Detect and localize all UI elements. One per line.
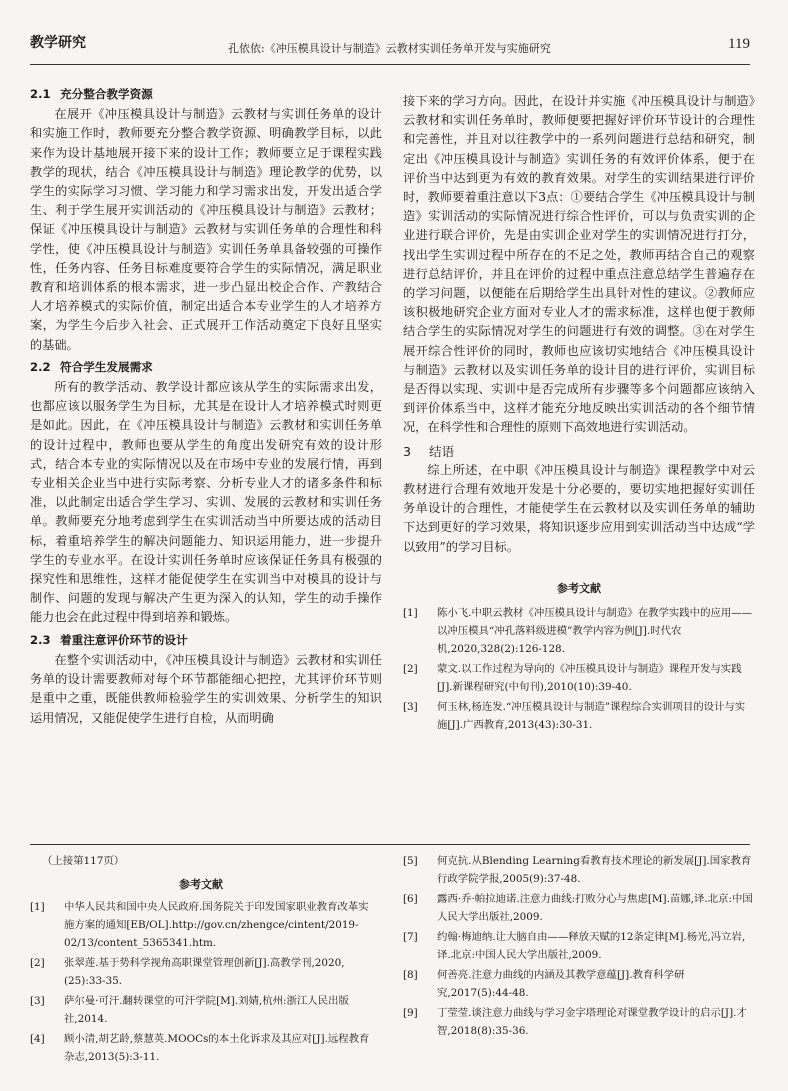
page-header: [30, 30, 750, 60]
page-number: 119: [728, 36, 750, 52]
bottom-right-column: [403, 852, 755, 1042]
reference-text: 萨尔曼·可汗.翻转课堂的可汗学院[M].刘婧,杭州:浙江人民出版社,2014.: [64, 995, 349, 1025]
reference-number: [8]: [403, 969, 418, 981]
reference-item: [403, 852, 755, 888]
reference-text: 陈小飞.中职云教材《冲压模具设计与制造》在教学实践中的应用——以冲压模具“冲孔落料级进模”教学内容为例[J].时代农机,2020,328(2):126-128.: [437, 607, 753, 656]
reference-text: 张翠莲.基于势科学视角高职课堂管理创新[J].高教学刊,2020,(25):33-35.: [64, 957, 345, 987]
reference-item: [403, 966, 755, 1002]
references-heading: 参考文献: [557, 581, 601, 595]
continued-note: （上接第117页）: [42, 855, 125, 867]
references-heading: 参考文献: [179, 878, 223, 891]
reference-text: 中华人民共和国中央人民政府.国务院关于印发国家职业教育改革实施方案的通知[EB/OL].http://gov.cn/zhengce/cintent/2019-02/13/content_5365341.htm.: [64, 901, 369, 949]
reference-number: [2]: [403, 663, 418, 676]
reference-number: [1]: [30, 901, 45, 913]
header-rule: [30, 64, 750, 65]
bottom-divider: [30, 844, 750, 845]
paragraph: 在展开《冲压模具设计与制造》云教材与实训任务单的设计和实施工作时，教师要充分整合教学资源、明确教学目标，以此来作为设计基地展开接下来的设计工作；教师要立足于课程实践教学的现状，结合《冲压模具设计与制造》理论教学的优势，以学生的实际学习习惯、学习能力和学习需求出发，开发出适合学生、利于学生展开实训活动的《冲压模具设计与制造》云教材；保证《冲压模具设计与制造》云教材与实训任务单的合理性和科学性，使《冲压模具设计与制造》实训任务单具备较强的可操作性，任务内容、任务目标难度要符合学生的实际情况，满足职业教育和培训体系的根本需求，进一步凸显出校企合作、产教结合人才培养模式的实际价值，制定出适合本专业学生的人才培养方案，为学生今后步入社会、正式展开工作活动奠定下良好且坚实的基础。: [30, 107, 382, 352]
reference-text: 蒙文.以工作过程为导向的《冲压模具设计与制造》课程开发与实践[J].新课程研究(中旬刊),2010(10):39-40.: [437, 663, 742, 694]
reference-text: 丁莹莹.谈注意力曲线与学习金字塔理论对课堂教学设计的启示[J].才智,2018(8):35-36.: [437, 1007, 747, 1037]
reference-item: [403, 928, 755, 964]
reference-number: [9]: [403, 1007, 418, 1019]
reference-item: [30, 992, 372, 1028]
reference-text: 顾小清,胡艺龄,蔡慧英.MOOCs的本土化诉求及其应对[J].远程教育杂志,2013(5):3-11.: [64, 1033, 370, 1063]
reference-number: [4]: [30, 1033, 45, 1045]
reference-number: [7]: [403, 931, 418, 943]
bottom-left-column: [30, 852, 372, 1068]
reference-text: 何善亮.注意力曲线的内涵及其教学意蕴[J].教育科学研究,2017(5):44-48.: [437, 969, 685, 999]
paragraph: 所有的教学活动、教学设计都应该从学生的实际需求出发，也都应该以服务学生为目标，尤其是在设计人才培养模式时则更是如此。因此，在《冲压模具设计与制造》云教材和实训任务单的设计过程中，教师也要从学生的角度出发研究有效的设计形式，结合本专业的实际情况以及在市场中专业的发展行情，再到专业相关企业当中进行实际考察、分析专业人才的诸多条件和标准，以此制定出适合学生学习、实训、发展的云教材和实训任务单。教师要充分地考虑到学生在实训活动当中所要达成的活动目标，着重培养学生的解决问题能力、知识运用能力，进一步提升学生的专业水平。在设计实训任务单时应该保证任务具有极强的探究性和思维性，这样才能促使学生在实训当中对模具的设计与制作、问题的发现与解决产生更为深入的认知，学生的动手操作能力也会在此过程中得到培养和锻炼。: [30, 380, 382, 625]
reference-item: [403, 660, 755, 696]
reference-item: [403, 698, 755, 734]
reference-item: [30, 1030, 372, 1066]
reference-text: 约翰·梅迪纳.让大脑自由——释放天赋的12条定律[M].杨光,冯立岩,译.北京:中国人民大学出版社,2009.: [437, 931, 746, 961]
section-title: 结语: [429, 443, 455, 459]
reference-number: [2]: [30, 957, 45, 969]
section-title: 着重注意评价环节的设计: [60, 632, 188, 647]
reference-text: 露西·乔·帕拉迪诺.注意力曲线:打败分心与焦虑[M].苗娜,译.北京:中国人民大学出版社,2009.: [437, 893, 753, 923]
section-label: 教学研究: [30, 35, 86, 51]
right-column: [403, 92, 755, 736]
reference-number: [3]: [30, 995, 45, 1007]
running-title: 孔依依:《冲压模具设计与制造》云教材实训任务单开发与实施研究: [228, 42, 551, 55]
section-number: 2.2: [30, 359, 51, 374]
section-heading-3: [403, 442, 755, 461]
reference-item: [403, 890, 755, 926]
reference-item: [403, 604, 755, 658]
reference-list: [403, 604, 755, 734]
left-column: [30, 82, 382, 728]
reference-number: [1]: [403, 607, 418, 620]
section-title: 充分整合教学资源: [60, 87, 153, 101]
section-number: 2.1: [30, 87, 51, 101]
paragraph: 综上所述，在中职《冲压模具设计与制造》课程教学中对云教材进行合理有效地开发是十分必要的，要切实地把握好实训任务单设计的合理性，才能使学生在云教材以及实训任务单的辅助下达到更好的学习效果，将知识逐步应用到实训活动当中达成“学以致用”的学习目标。: [403, 462, 755, 554]
reference-item: [403, 1004, 755, 1040]
section-title: 符合学生发展需求: [60, 359, 153, 374]
paragraph: 在整个实训活动中，《冲压模具设计与制造》云教材和实训任务单的设计需要教师对每个环节都能细心把控，尤其评价环节则是重中之重，既能供教师检验学生的实训效果、分析学生的知识运用情况，又能促使学生进行自检，从而明确: [30, 652, 382, 725]
section-heading-2-3: [30, 631, 382, 650]
section-heading-2-1: [30, 85, 382, 104]
section-number: 3: [403, 443, 412, 459]
reference-item: [30, 898, 372, 952]
reference-number: [5]: [403, 855, 418, 867]
reference-item: [30, 954, 372, 990]
reference-text: 何玉林,杨连发.“冲压模具设计与制造”课程综合实训项目的设计与实施[J].广西教育,2013(43):30-31.: [437, 701, 746, 732]
reference-number: [3]: [403, 701, 418, 714]
paragraph-continued: 接下来的学习方向。因此，在设计并实施《冲压模具设计与制造》云教材和实训任务单时，教师便要把握好评价环节设计的合理性和完善性，并且对以往教学中的一系列问题进行总结和研究，制定出《冲压模具设计与制造》实训任务的有效评价体系，便于在评价当中达到更为有效的教育效果。对学生的实训结果进行评价时，教师要着重注意以下3点：①要结合学生《冲压模具设计与制造》实训活动的实际情况进行综合性评价，可以与负责实训的企业进行联合评价，先是由实训企业对学生的实训情况进行打分，找出学生实训过程中所存在的不足之处，教师再结合自己的观察进行总结评价，并且在评价的过程中重点注意总结学生普遍存在的学习问题，以便能在后期给学生出具针对性的建议。②教师应该积极地研究企业方面对专业人才的需求标准，这样也便于教师结合学生的实际情况对学生的问题进行有效的调整。③在对学生展开综合性评价的同时，教师也应该切实地结合《冲压模具设计与制造》云教材以及实训任务单的设计目的进行评价，实训目标是否得以实现、实训中是否完成所有步骤等多个问题都应该纳入到评价体系当中，这样才能充分地反映出实训活动的各个细节情况，在科学性和合理性的原则下高效地进行实训活动。: [403, 94, 755, 435]
reference-number: [6]: [403, 893, 418, 905]
section-number: 2.3: [30, 632, 51, 647]
reference-text: 何克抗.从Blending Learning看教育技术理论的新发展[J].国家教育行政学院学报,2005(9):37-48.: [437, 855, 752, 885]
section-heading-2-2: [30, 358, 382, 377]
